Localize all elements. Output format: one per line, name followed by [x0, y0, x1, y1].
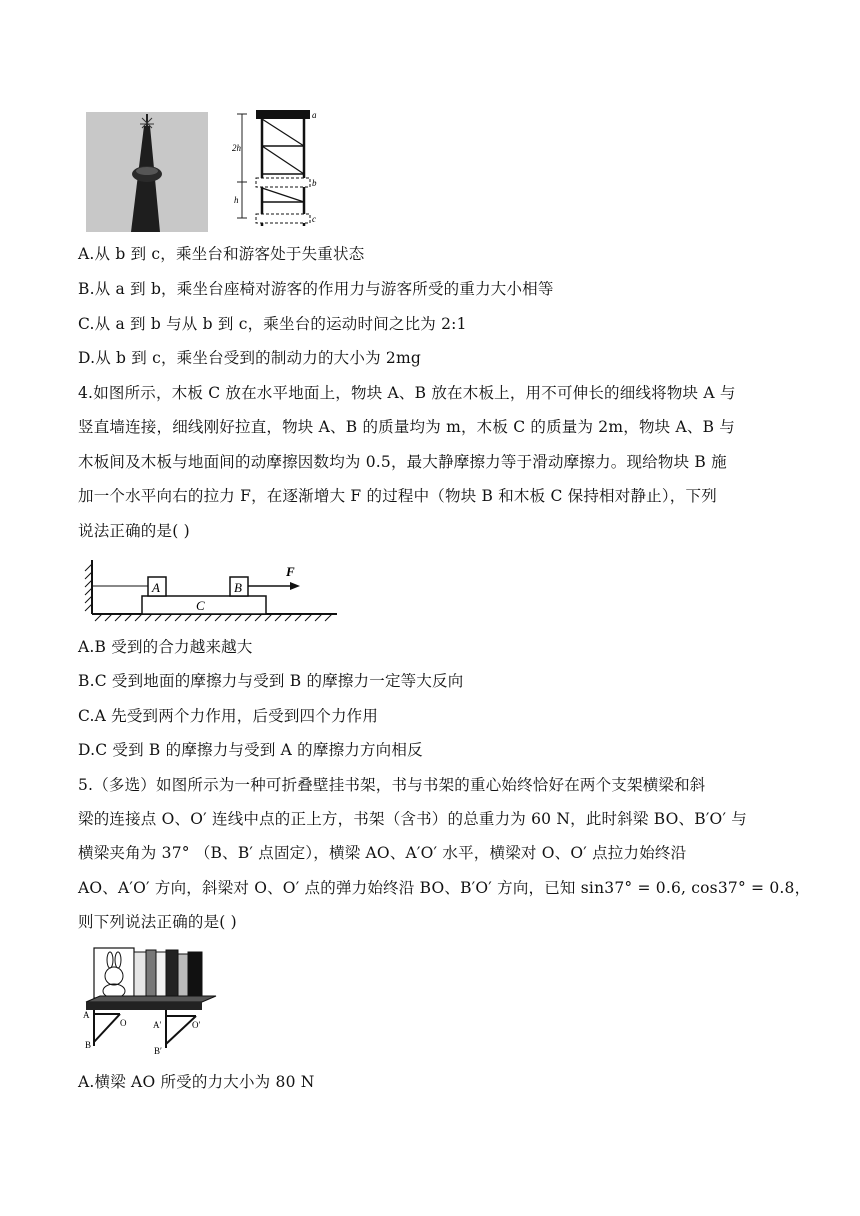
label-force-f: F [286, 564, 295, 579]
q5-stem-line-5: 则下列说法正确的是( ) [78, 913, 237, 931]
blocks-diagram [82, 558, 342, 624]
q5-option-a: A.横梁 AO 所受的力大小为 80 N [78, 1073, 315, 1091]
label-o: O [120, 1018, 127, 1028]
tower-photo-drawing [86, 112, 208, 232]
q3-option-c: C.从 a 到 b 与从 b 到 c，乘坐台的运动时间之比为 2:1 [78, 315, 467, 333]
label-b: B [85, 1040, 92, 1050]
label-a-prime: A′ [153, 1020, 162, 1030]
q4-stem-line-3: 木板间及木板与地面间的动摩擦因数均为 0.5，最大静摩擦力等于滑动摩擦力。现给物块 B 施 [78, 453, 727, 471]
label-2h: 2h [232, 143, 241, 153]
label-block-a: A [152, 580, 160, 595]
q4-stem-line-5: 说法正确的是( ) [78, 522, 190, 540]
q5-stem-line-2: 梁的连接点 O、O′ 连线中点的正上方，书架（含书）的总重力为 60 N，此时斜梁 BO、B′O′ 与 [78, 810, 748, 828]
q4-option-b: B.C 受到地面的摩擦力与受到 B 的摩擦力一定等大反向 [78, 672, 464, 690]
label-block-b: B [234, 580, 242, 595]
label-h: h [234, 195, 239, 205]
q3-option-a: A.从 b 到 c，乘坐台和游客处于失重状态 [78, 245, 365, 263]
label-o-prime: O′ [192, 1020, 201, 1030]
tower-diagram [232, 106, 322, 230]
q4-option-d: D.C 受到 B 的摩擦力与受到 A 的摩擦力方向相反 [78, 741, 423, 759]
q5-stem-line-4: AO、A′O′ 方向，斜梁对 O、O′ 点的弹力始终沿 BO、B′O′ 方向，已知 sin37° = 0.6, cos37° = 0.8， [78, 879, 811, 897]
q4-option-a: A.B 受到的合力越来越大 [78, 638, 253, 656]
q4-stem-line-4: 加一个水平向右的拉力 F，在逐渐增大 F 的过程中（物块 B 和木板 C 保持相对静止），下列 [78, 487, 717, 505]
q5-stem-line-1: 5.（多选）如图所示为一种可折叠壁挂书架，书与书架的重心始终恰好在两个支架横梁和斜 [78, 776, 706, 794]
q4-option-c: C.A 先受到两个力作用，后受到四个力作用 [78, 707, 379, 725]
q4-stem-line-2: 竖直墙连接，细线刚好拉直，物块 A、B 的质量均为 m，木板 C 的质量为 2m，物块 A、B 与 [78, 418, 736, 436]
label-a: A [83, 1010, 90, 1020]
q5-stem-line-3: 横梁夹角为 37° （B、B′ 点固定），横梁 AO、A′O′ 水平，横梁对 O、O′ 点拉力始终沿 [78, 844, 687, 862]
label-a: a [312, 110, 317, 120]
q4-stem-line-1: 4.如图所示，木板 C 放在水平地面上，物块 A、B 放在木板上，用不可伸长的细线将物块 A 与 [78, 384, 736, 402]
label-c: c [312, 214, 316, 224]
label-board-c: C [196, 598, 205, 613]
tower-photo [86, 112, 208, 232]
bookshelf-diagram [80, 944, 220, 1060]
q3-option-b: B.从 a 到 b，乘坐台座椅对游客的作用力与游客所受的重力大小相等 [78, 280, 554, 298]
q3-option-d: D.从 b 到 c，乘坐台受到的制动力的大小为 2mg [78, 349, 421, 367]
label-b-prime: B′ [154, 1046, 162, 1056]
label-b: b [312, 178, 317, 188]
